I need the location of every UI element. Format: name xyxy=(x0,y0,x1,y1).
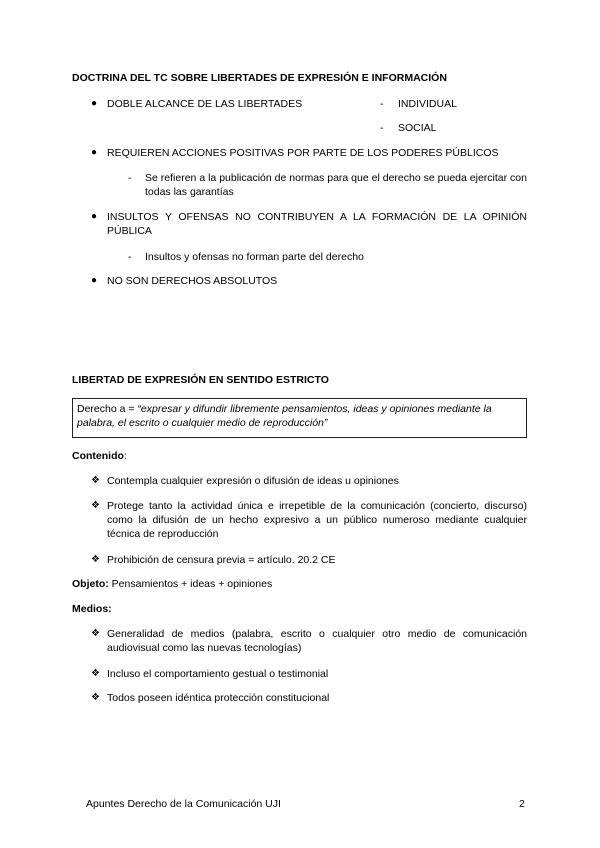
section-title-libertad: LIBERTAD DE EXPRESIÓN EN SENTIDO ESTRICTO xyxy=(72,374,329,386)
dash-marker: - xyxy=(128,172,132,184)
list-item: Todos poseen idéntica protección constitucional xyxy=(107,692,330,704)
dash-marker: - xyxy=(128,251,132,263)
no-absolutos-text: NO SON DERECHOS ABSOLUTOS xyxy=(107,275,278,287)
bullet-marker: ● xyxy=(90,98,98,109)
contenido-label: Contenido xyxy=(72,450,124,462)
objeto-label: Objeto: xyxy=(72,578,109,590)
diamond-bullet-icon: ❖ xyxy=(91,500,100,511)
insultos-sub-text: Insultos y ofensas no forman parte del derecho xyxy=(145,251,364,263)
acciones-positivas-text: REQUIEREN ACCIONES POSITIVAS POR PARTE DE LOS PODERES PÚBLICOS xyxy=(107,147,499,159)
footer-title: Apuntes Derecho de la Comunicación UJI xyxy=(86,798,281,810)
bullet-marker: ● xyxy=(90,275,98,286)
list-item: Prohibición de censura previa = artículo. 20.2 CE xyxy=(107,554,336,566)
page-number: 2 xyxy=(519,798,525,810)
acciones-sub-text: Se refieren a la publicación de normas para que el derecho se pueda ejercitar con todas las garantías xyxy=(145,172,527,198)
objeto-text: Pensamientos + ideas + opiniones xyxy=(108,578,273,590)
social-text: SOCIAL xyxy=(398,122,437,134)
insultos-text: INSULTOS Y OFENSAS NO CONTRIBUYEN A LA FORMACIÓN DE LA OPINIÓN PÚBLICA xyxy=(107,211,527,237)
section-title-doctrina: DOCTRINA DEL TC SOBRE LIBERTADES DE EXPRESIÓN E INFORMACIÓN xyxy=(72,72,447,84)
contenido-colon: : xyxy=(123,450,127,462)
medios-label: Medios: xyxy=(72,603,112,615)
list-item: Generalidad de medios (palabra, escrito o cualquier otro medio de comunicación audiovisual como las nuevas tecnologías) xyxy=(107,628,527,654)
diamond-bullet-icon: ❖ xyxy=(91,554,100,565)
diamond-bullet-icon: ❖ xyxy=(91,692,100,703)
contenido-heading xyxy=(72,449,127,463)
definition-box xyxy=(72,398,527,438)
definition-prefix: Derecho a = xyxy=(77,403,138,415)
objeto-line xyxy=(72,577,272,591)
definition-quote: “expresar y difundir libremente pensamientos, ideas y opiniones mediante la palabra, el escrito o cualquier medio de reproducción” xyxy=(77,403,492,429)
diamond-bullet-icon: ❖ xyxy=(91,668,100,679)
diamond-bullet-icon: ❖ xyxy=(91,628,100,639)
dash-marker: - xyxy=(380,98,384,110)
list-item: Contempla cualquier expresión o difusión de ideas u opiniones xyxy=(107,475,399,487)
diamond-bullet-icon: ❖ xyxy=(91,475,100,486)
list-item: Protege tanto la actividad única e irrepetible de la comunicación (concierto, discurso) como la difusión de un hecho expresivo a un público numeroso mediante cualquier técnica de reproducción xyxy=(107,500,527,540)
dash-marker: - xyxy=(380,122,384,134)
bullet-marker: ● xyxy=(90,211,98,222)
doble-alcance-text: DOBLE ALCANCE DE LAS LIBERTADES xyxy=(107,98,303,110)
list-item: Incluso el comportamiento gestual o testimonial xyxy=(107,668,329,680)
individual-text: INDIVIDUAL xyxy=(398,98,457,110)
bullet-marker: ● xyxy=(90,147,98,158)
